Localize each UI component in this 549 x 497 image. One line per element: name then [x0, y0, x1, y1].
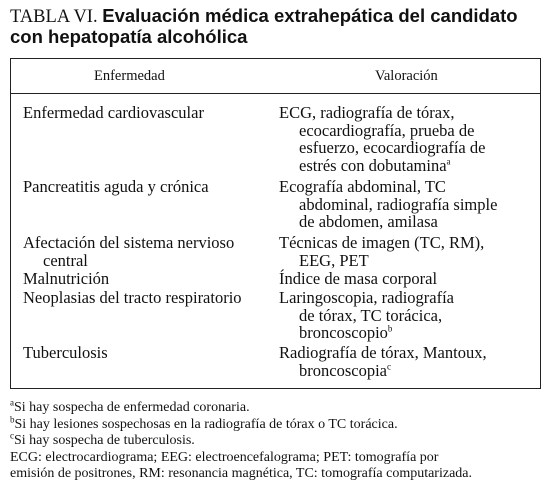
table-number: TABLA VI.: [10, 7, 98, 27]
title-text: Evaluación médica extrahepática del candidato: [102, 5, 518, 26]
valoracion-text: Técnicas de imagen (TC, RM),: [279, 233, 485, 252]
table-header: [11, 59, 540, 94]
enfermedad-text: Neoplasias del tracto respiratorio: [23, 288, 242, 307]
footnote: $^a$Si hay sospecha de enfermedad coronaria.: [10, 397, 250, 415]
column-header-valoracion: Valoración: [375, 68, 438, 84]
title-line-2: con hepatopatía alcohólica: [10, 26, 248, 47]
enfermedad-cell: [23, 104, 278, 122]
enfermedad-text: Afectación del sistema nervioso: [23, 233, 235, 252]
valoracion-text: ecocardiografía, prueba de: [299, 120, 475, 140]
table-title: [10, 6, 542, 47]
enfermedad-text: Pancreatitis aguda y crónica: [23, 177, 209, 196]
footnote-ref: c: [386, 361, 391, 371]
valoracion-text: EEG, PET: [299, 250, 369, 270]
footnote-ref: a: [446, 156, 451, 166]
valoracion-text: Radiografía de tórax, Mantoux,: [279, 343, 487, 362]
valoracion-cell: [279, 178, 534, 231]
valoracion-text: broncoscopio$^b$: [299, 323, 393, 342]
enfermedad-cell: [23, 344, 278, 362]
valoracion-text: broncoscopia$^c$: [299, 360, 391, 380]
footnote: $^c$Si hay sospecha de tuberculosis.: [10, 430, 195, 448]
valoracion-text: Ecografía abdominal, TC: [279, 177, 446, 196]
valoracion-text: de abdomen, amilasa: [299, 212, 438, 231]
valoracion-text: abdominal, radiografía simple: [299, 194, 498, 214]
valoracion-cell: [279, 234, 534, 269]
valoracion-text: esfuerzo, ecocardiografía de: [299, 138, 486, 157]
title-line-1: [10, 6, 542, 27]
valoracion-cell: [279, 270, 534, 288]
footnotes: [10, 397, 545, 483]
valoracion-text: ECG, radiografía de tórax,: [279, 103, 455, 122]
enfermedad-cell: [23, 234, 278, 269]
valoracion-text: estrés con dobutamina$^a$: [299, 155, 451, 175]
enfermedad-cell: [23, 289, 278, 307]
evaluation-table: [10, 58, 541, 389]
footnote: $^b$Si hay lesiones sospechosas en la radiografía de tórax o TC torácica.: [10, 413, 398, 432]
enfermedad-text: central: [43, 250, 88, 270]
valoracion-text: Laringoscopia, radiografía: [279, 288, 455, 307]
enfermedad-cell: [23, 178, 278, 196]
valoracion-cell: [279, 104, 534, 174]
valoracion-text: Índice de masa corporal: [279, 269, 438, 288]
abbreviations-note: ECG: electrocardiograma; EEG: electroencefalograma; PET: tomografía por: [10, 449, 439, 465]
footnote-ref: b: [387, 323, 393, 334]
abbreviations-note: emisión de positrones, RM: resonancia magnética, TC: tomografía computarizada.: [10, 466, 472, 481]
column-header-enfermedad: Enfermedad: [94, 68, 165, 84]
valoracion-text: de tórax, TC torácica,: [299, 305, 443, 325]
enfermedad-text: Tuberculosis: [23, 343, 108, 362]
valoracion-cell: [279, 289, 534, 342]
valoracion-cell: [279, 344, 534, 379]
enfermedad-text: Malnutrición: [23, 269, 110, 288]
enfermedad-cell: [23, 270, 278, 288]
enfermedad-text: Enfermedad cardiovascular: [23, 103, 204, 122]
